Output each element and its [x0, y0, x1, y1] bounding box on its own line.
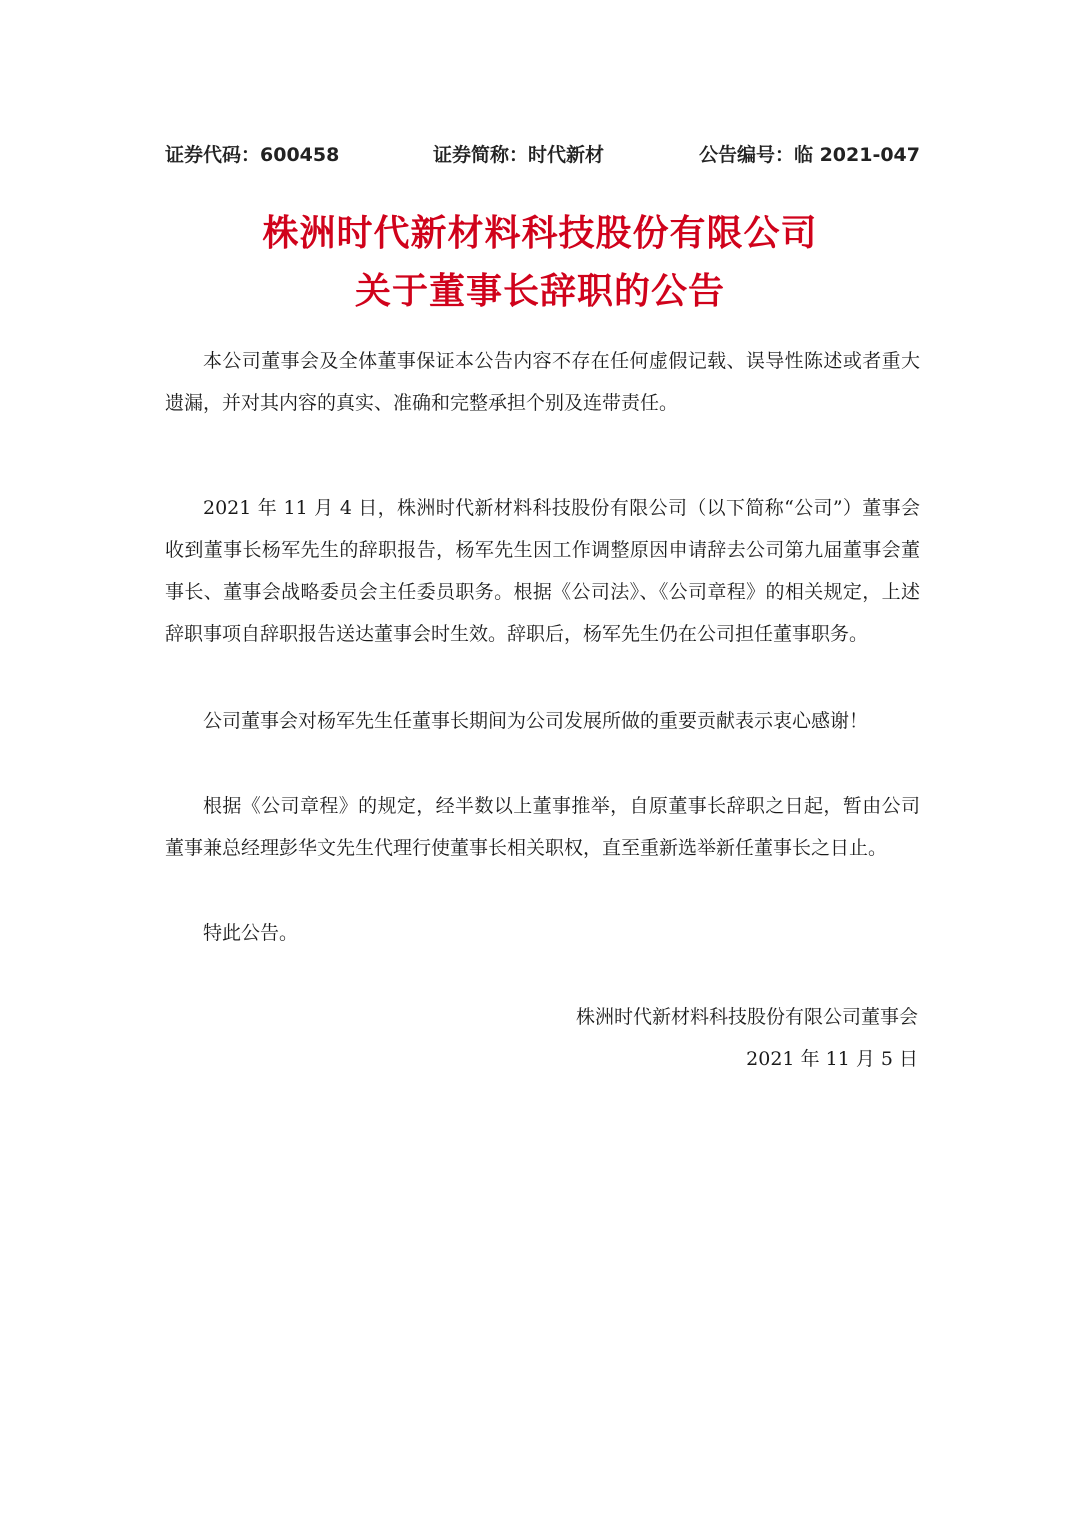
- body-paragraph: 根据《公司章程》的规定，经半数以上董事推举，自原董事长辞职之日起，暂由公司董事兼总经理彭华文先生代理行使董事长相关职权，直至重新选举新任董事长之日止。: [165, 795, 920, 859]
- document-header: [165, 140, 920, 170]
- announcement-number: 公告编号：临 2021-047: [698, 144, 920, 166]
- body-paragraph: 2021 年 11 月 4 日，株洲时代新材料科技股份有限公司（以下简称“公司”）董事会收到董事长杨军先生的辞职报告，杨军先生因工作调整原因申请辞去公司第九届董事会董事长、董事会战略委员会主任委员职务。根据《公司法》、《公司章程》的相关规定，上述辞职事项自辞职报告送达董事会时生效。辞职后，杨军先生仍在公司担任董事职务。: [165, 497, 920, 645]
- title-subject: 关于董事长辞职的公告: [354, 271, 725, 312]
- stock-abbreviation: 证券简称：时代新材: [433, 144, 605, 166]
- signature-organization: 株洲时代新材料科技股份有限公司董事会: [575, 1006, 918, 1028]
- title-company: 株洲时代新材料科技股份有限公司: [262, 213, 818, 254]
- stock-code: 证券代码：600458: [165, 144, 340, 166]
- signature-date: 2021 年 11 月 5 日: [746, 1048, 918, 1070]
- board-statement: 本公司董事会及全体董事保证本公告内容不存在任何虚假记载、误导性陈述或者重大遗漏，并对其内容的真实、准确和完整承担个别及连带责任。: [165, 350, 920, 414]
- closing-statement: 特此公告。: [203, 922, 299, 944]
- body-paragraph: 公司董事会对杨军先生任董事长期间为公司发展所做的重要贡献表示衷心感谢！: [203, 710, 869, 732]
